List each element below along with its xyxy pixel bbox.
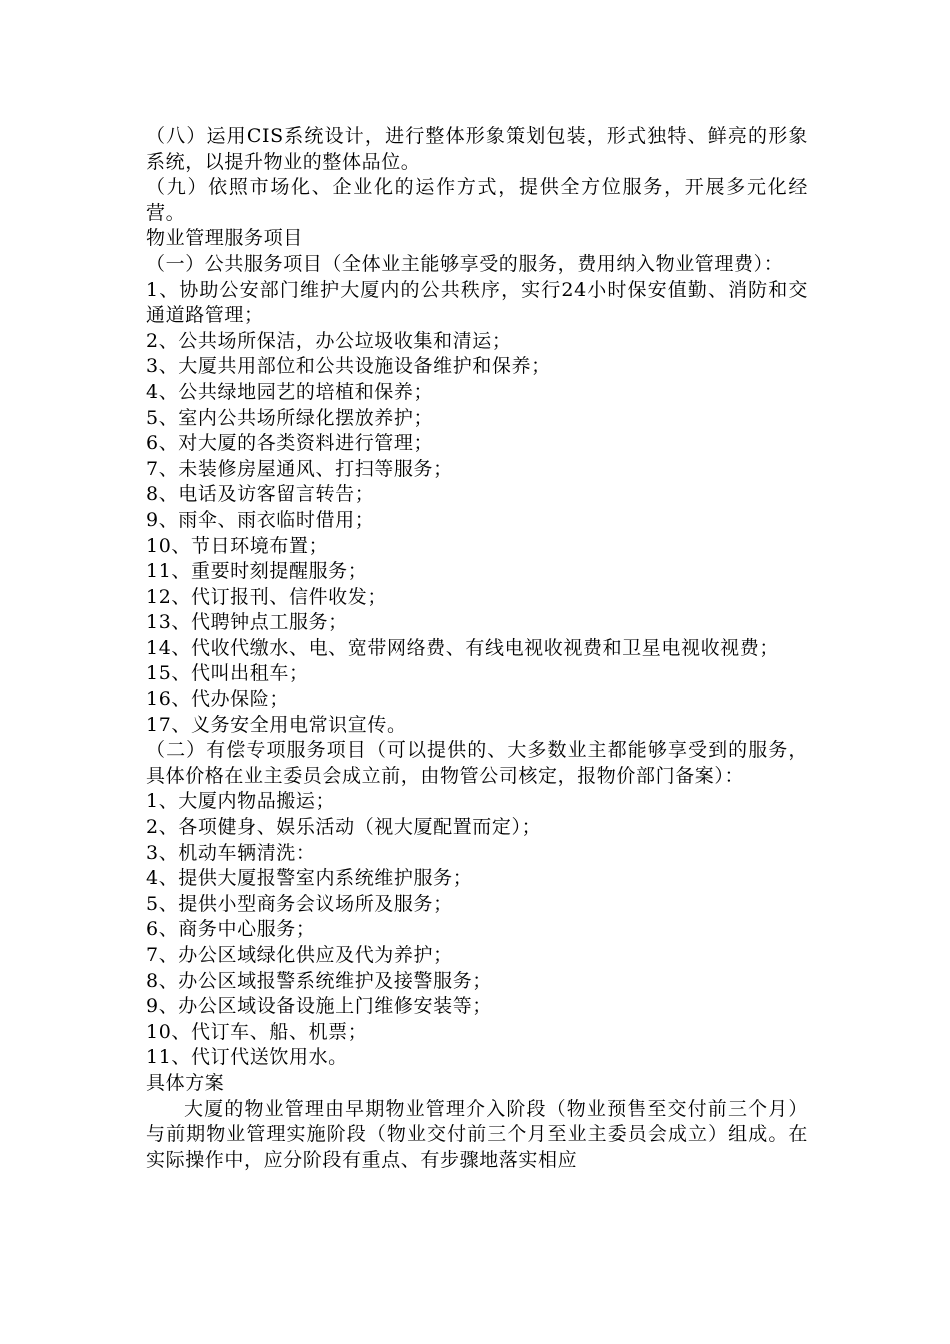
list-item: 6、商务中心服务； [146,918,316,941]
list-item: 8、电话及访客留言转告； [146,483,375,506]
list-item: 7、未装修房屋通风、打扫等服务； [146,457,453,480]
subsection-heading-public: （一）公共服务项目（全体业主能够享受的服务，费用纳入物业管理费）： [146,252,784,275]
list-item: 2、各项健身、娱乐活动（视大厦配置而定）； [146,816,542,839]
list-item: 4、公共绿地园艺的培植和保养； [146,380,434,403]
list-item: 2、公共场所保洁，办公垃圾收集和清运； [146,329,512,352]
list-item: 8、办公区域报警系统维护及接警服务； [146,969,492,992]
list-item: 3、大厦共用部位和公共设施设备维护和保养； [146,355,551,378]
document-body [146,124,808,1173]
list-item: 10、节日环境布置； [146,534,329,557]
list-item: 9、雨伞、雨衣临时借用； [146,508,375,531]
list-item: 4、提供大厦报警室内系统维护服务； [146,867,473,890]
list-item: 13、代聘钟点工服务； [146,611,348,634]
list-item: 6、对大厦的各类资料进行管理； [146,432,434,455]
list-item: 14、代收代缴水、电、宽带网络费、有线电视收视费和卫星电视收视费； [146,636,779,659]
list-item: 17、义务安全用电常识宣传。 [146,713,407,736]
list-item: 5、提供小型商务会议场所及服务； [146,892,453,915]
list-item: 16、代办保险； [146,688,289,711]
section-heading-plan: 具体方案 [146,1071,225,1094]
list-item: 9、办公区域设备设施上门维修安装等； [146,995,492,1018]
subsection-heading-paid: （二）有偿专项服务项目（可以提供的、大多数业主都能够享受到的服务，具体价格在业主委员会成立前，由物管公司核定，报物价部门备案）： [146,739,808,787]
body-paragraph: 大厦的物业管理由早期物业管理介入阶段（物业预售至交付前三个月）与前期物业管理实施阶段（物业交付前三个月至业主委员会成立）组成。在实际操作中，应分阶段有重点、有步骤地落实相应 [146,1097,808,1171]
list-item: 3、机动车辆清洗： [146,841,316,864]
list-item: 5、室内公共场所绿化摆放养护； [146,406,434,429]
list-item: 11、重要时刻提醒服务； [146,560,368,583]
paragraph-item-8: （八）运用CIS系统设计，进行整体形象策划包装，形式独特、鲜亮的形象系统，以提升物业的整体品位。 [146,125,808,173]
paragraph-item-9: （九）依照市场化、企业化的运作方式，提供全方位服务，开展多元化经营。 [146,176,808,224]
section-heading-services: 物业管理服务项目 [146,227,303,250]
list-item: 1、大厦内物品搬运； [146,790,336,813]
list-item: 12、代订报刊、信件收发； [146,585,387,608]
list-item: 15、代叫出租车； [146,662,309,685]
list-item: 1、协助公安部门维护大厦内的公共秩序，实行24小时保安值勤、消防和交通道路管理； [146,278,808,327]
list-item: 7、办公区域绿化供应及代为养护； [146,944,453,966]
list-item: 11、代订代送饮用水。 [146,1046,348,1069]
list-item: 10、代订车、船、机票； [146,1020,368,1043]
